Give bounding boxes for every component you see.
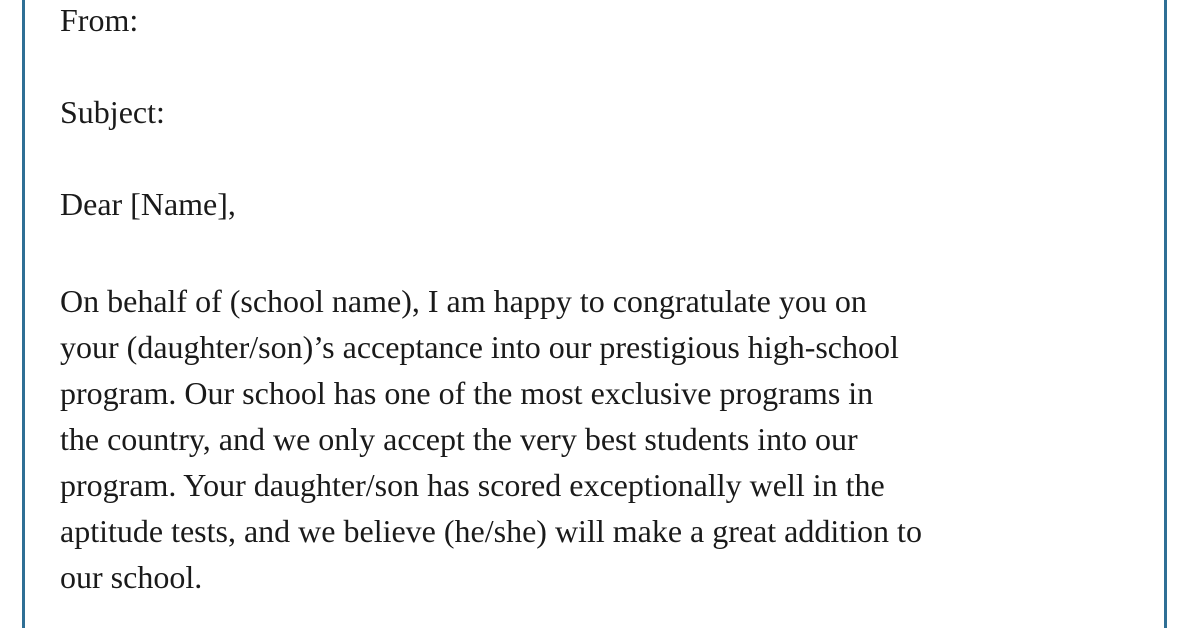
from-label: From: [60, 2, 139, 38]
subject-label: Subject: [60, 94, 165, 130]
body-line: our school. [60, 559, 203, 595]
greeting: Dear [Name], [60, 186, 236, 222]
body-line: On behalf of (school name), I am happy to congratulate you on [60, 283, 867, 319]
letter-body [60, 278, 1150, 600]
frame-border-right [1164, 0, 1167, 628]
body-line: program. Our school has one of the most exclusive programs in [60, 375, 874, 411]
body-line: program. Your daughter/son has scored exceptionally well in the [60, 467, 885, 503]
frame-border-left [22, 0, 25, 628]
body-line: the country, and we only accept the very best students into our [60, 421, 858, 457]
body-line: your (daughter/son)’s acceptance into our prestigious high-school [60, 329, 899, 365]
body-line: aptitude tests, and we believe (he/she) will make a great addition to [60, 513, 922, 549]
